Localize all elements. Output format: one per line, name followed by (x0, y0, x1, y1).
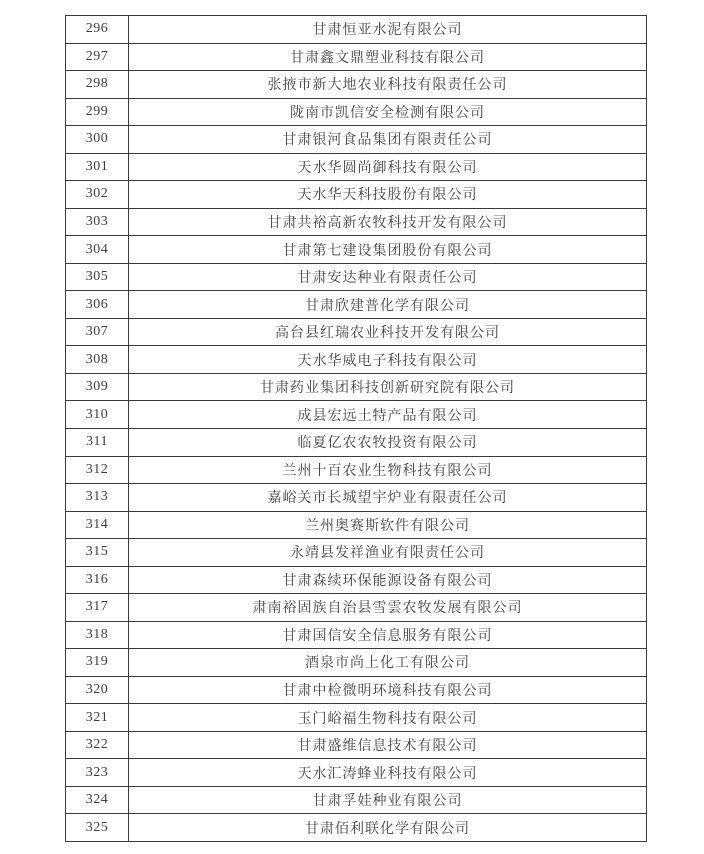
table-row (66, 484, 647, 512)
table-row (66, 291, 647, 319)
row-number-cell: 324 (66, 786, 129, 814)
row-number-cell: 300 (66, 126, 129, 154)
table-row (66, 566, 647, 594)
table-row (66, 126, 647, 154)
company-name-cell: 嘉峪关市长城望宇炉业有限责任公司 (129, 484, 647, 512)
company-name-cell: 玉门峪福生物科技有限公司 (129, 704, 647, 732)
row-number-cell: 313 (66, 484, 129, 512)
company-name-cell: 甘肃鑫文鼎塑业科技有限公司 (129, 43, 647, 71)
company-name-cell: 酒泉市尚上化工有限公司 (129, 649, 647, 677)
table-row (66, 318, 647, 346)
row-number-cell: 307 (66, 318, 129, 346)
table-row (66, 263, 647, 291)
table-row (66, 16, 647, 44)
row-number-cell: 296 (66, 16, 129, 44)
company-name-cell: 甘肃中检微明环境科技有限公司 (129, 676, 647, 704)
table-row (66, 539, 647, 567)
company-name-cell: 甘肃银河食品集团有限责任公司 (129, 126, 647, 154)
company-name-cell: 张掖市新大地农业科技有限责任公司 (129, 71, 647, 99)
row-number-cell: 305 (66, 263, 129, 291)
row-number-cell: 302 (66, 181, 129, 209)
company-name-cell: 甘肃孚娃种业有限公司 (129, 786, 647, 814)
company-name-cell: 天水华天科技股份有限公司 (129, 181, 647, 209)
row-number-cell: 316 (66, 566, 129, 594)
company-name-cell: 天水汇涛蜂业科技有限公司 (129, 759, 647, 787)
row-number-cell: 315 (66, 539, 129, 567)
company-name-cell: 兰州奥赛斯软件有限公司 (129, 511, 647, 539)
company-name-cell: 临夏亿农农牧投资有限公司 (129, 428, 647, 456)
company-name-cell: 甘肃盛维信息技术有限公司 (129, 731, 647, 759)
table-row (66, 98, 647, 126)
company-name-cell: 肃南裕固族自治县雪雲农牧发展有限公司 (129, 594, 647, 622)
row-number-cell: 323 (66, 759, 129, 787)
table-row (66, 649, 647, 677)
company-name-cell: 甘肃药业集团科技创新研究院有限公司 (129, 373, 647, 401)
row-number-cell: 319 (66, 649, 129, 677)
company-name-cell: 天水华圆尚御科技有限公司 (129, 153, 647, 181)
company-name-cell: 成县宏远土特产品有限公司 (129, 401, 647, 429)
company-name-cell: 甘肃共裕高新农牧科技开发有限公司 (129, 208, 647, 236)
table-row (66, 71, 647, 99)
row-number-cell: 298 (66, 71, 129, 99)
table-row (66, 759, 647, 787)
row-number-cell: 314 (66, 511, 129, 539)
table-row (66, 401, 647, 429)
row-number-cell: 325 (66, 814, 129, 842)
company-name-cell: 天水华威电子科技有限公司 (129, 346, 647, 374)
table-row (66, 704, 647, 732)
company-name-cell: 高台县红瑞农业科技开发有限公司 (129, 318, 647, 346)
row-number-cell: 308 (66, 346, 129, 374)
row-number-cell: 312 (66, 456, 129, 484)
table-row (66, 346, 647, 374)
row-number-cell: 309 (66, 373, 129, 401)
row-number-cell: 311 (66, 428, 129, 456)
company-name-cell: 甘肃欣建普化学有限公司 (129, 291, 647, 319)
row-number-cell: 310 (66, 401, 129, 429)
row-number-cell: 320 (66, 676, 129, 704)
table-row (66, 814, 647, 842)
row-number-cell: 304 (66, 236, 129, 264)
table-row (66, 181, 647, 209)
table-row (66, 676, 647, 704)
table-row (66, 236, 647, 264)
table-row (66, 594, 647, 622)
row-number-cell: 303 (66, 208, 129, 236)
company-name-cell: 甘肃国信安全信息服务有限公司 (129, 621, 647, 649)
company-name-cell: 甘肃第七建设集团股份有限公司 (129, 236, 647, 264)
table-row (66, 456, 647, 484)
row-number-cell: 301 (66, 153, 129, 181)
company-name-cell: 甘肃安达种业有限责任公司 (129, 263, 647, 291)
table-row (66, 786, 647, 814)
company-name-cell: 甘肃恒亚水泥有限公司 (129, 16, 647, 44)
company-name-cell: 陇南市凯信安全检测有限公司 (129, 98, 647, 126)
row-number-cell: 318 (66, 621, 129, 649)
row-number-cell: 299 (66, 98, 129, 126)
row-number-cell: 321 (66, 704, 129, 732)
table-row (66, 153, 647, 181)
company-name-cell: 甘肃森续环保能源设备有限公司 (129, 566, 647, 594)
row-number-cell: 306 (66, 291, 129, 319)
table-row (66, 373, 647, 401)
table-row (66, 731, 647, 759)
table-body (66, 16, 647, 842)
company-name-cell: 永靖县发祥渔业有限责任公司 (129, 539, 647, 567)
table-row (66, 511, 647, 539)
row-number-cell: 317 (66, 594, 129, 622)
row-number-cell: 322 (66, 731, 129, 759)
company-name-cell: 兰州十百农业生物科技有限公司 (129, 456, 647, 484)
row-number-cell: 297 (66, 43, 129, 71)
company-name-cell: 甘肃佰利联化学有限公司 (129, 814, 647, 842)
table-row (66, 428, 647, 456)
table-row (66, 43, 647, 71)
table-row (66, 621, 647, 649)
company-list-table (65, 15, 647, 842)
table-row (66, 208, 647, 236)
